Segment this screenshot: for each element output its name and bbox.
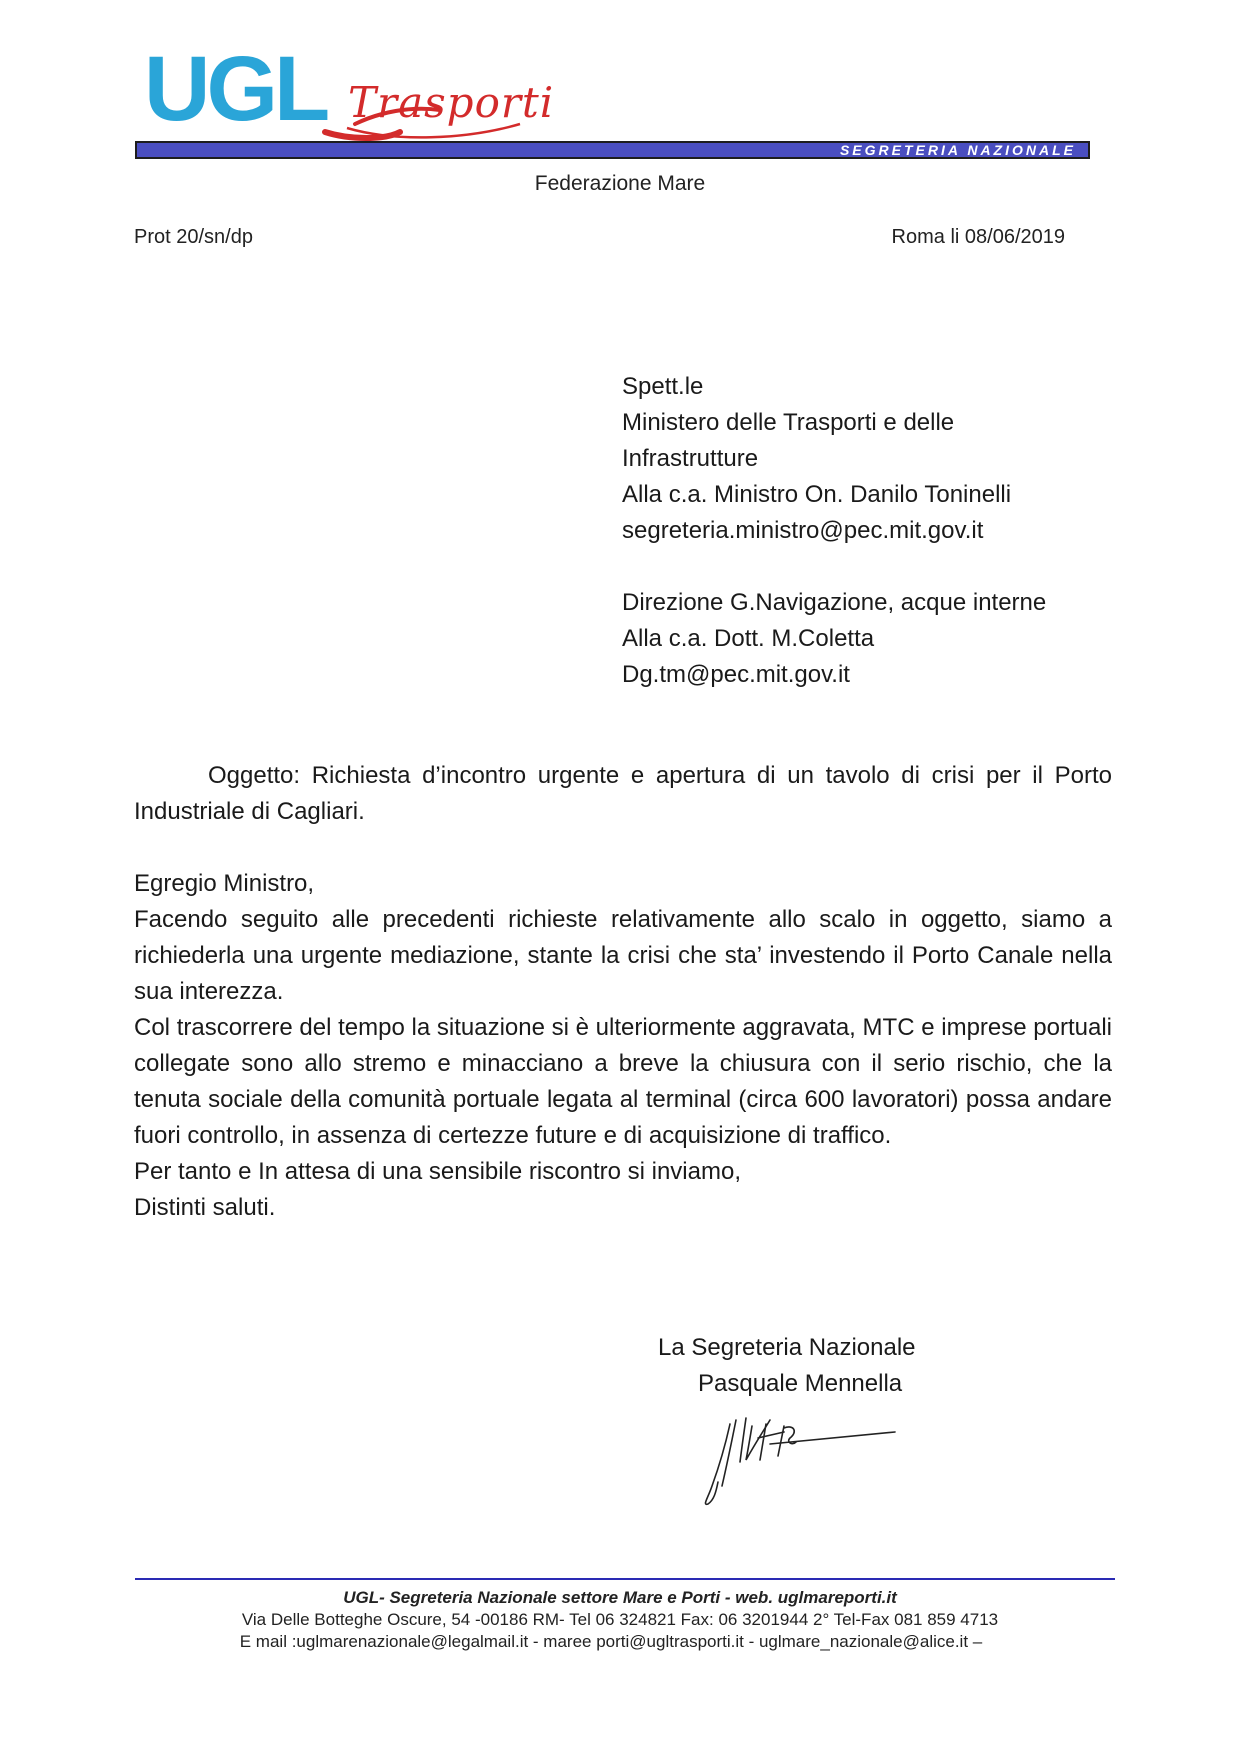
recipient-line: Spett.le — [622, 373, 704, 400]
footer-organization: UGL- Segreteria Nazionale settore Mare e Porti - web. uglmareporti.it — [343, 1588, 897, 1607]
federation-name: Federazione Mare — [534, 172, 706, 195]
logo-underline-icon — [345, 120, 525, 142]
header-band-label: SEGRETERIA NAZIONALE — [839, 142, 1076, 158]
letter-subject: Oggetto: Richiesta d’incontro urgente e apertura di un tavolo di crisi per il Porto Industriale di Cagliari. — [134, 762, 1112, 825]
logo-trasporti-text: Trasporti — [348, 78, 555, 127]
recipient-line: Alla c.a. Ministro On. Danilo Toninelli — [622, 481, 1012, 508]
recipient-line: Alla c.a. Dott. M.Coletta — [622, 625, 875, 652]
recipient-block — [622, 369, 1182, 693]
letter-body — [134, 866, 1112, 1226]
header-band — [135, 141, 1090, 159]
protocol-number: Prot 20/sn/dp — [134, 226, 253, 248]
footer-rule — [135, 1578, 1115, 1580]
recipient-line: Infrastrutture — [622, 445, 759, 472]
place-date: Roma li 08/06/2019 — [891, 226, 1065, 248]
salutation: Egregio Ministro, — [134, 870, 315, 897]
footer-emails: E mail :uglmarenazionale@legalmail.it - maree porti@ugltrasporti.it - uglmare_nazionale@alice.it – — [239, 1632, 983, 1651]
footer — [0, 1587, 1240, 1653]
recipient-email: segreteria.ministro@pec.mit.gov.it — [622, 517, 984, 544]
logo-ugl-text: UGL — [144, 38, 327, 140]
body-paragraph: Col trascorrere del tempo la situazione si è ulteriormente aggravata, MTC e imprese portuali collegate sono allo stremo e minacciano a breve la chiusura con il serio rischio, che la tenuta sociale della comunità portuale legata al terminal (circa 600 lavoratori) possa andare fuori controllo, in assenza di certezze future e di acquisizione di traffico. — [134, 1014, 1112, 1149]
recipient-email: Dg.tm@pec.mit.gov.it — [622, 661, 850, 688]
footer-address: Via Delle Botteghe Oscure, 54 -00186 RM- Tel 06 324821 Fax: 06 3201944 2° Tel-Fax 081 859 4713 — [241, 1610, 999, 1629]
closing-line: Per tanto e In attesa di una sensibile riscontro si inviamo, — [134, 1158, 741, 1185]
body-paragraph: Facendo seguito alle precedenti richieste relativamente allo scalo in oggetto, siamo a richiederla una urgente mediazione, stante la crisi che sta’ investendo il Porto Canale nella sua interezza. — [134, 906, 1112, 1005]
closing-line: Distinti saluti. — [134, 1194, 276, 1221]
signature-block — [658, 1330, 916, 1402]
recipient-line: Ministero delle Trasporti e delle — [622, 409, 955, 436]
signatory-office: La Segreteria Nazionale — [658, 1334, 916, 1361]
signatory-name: Pasquale Mennella — [698, 1370, 903, 1397]
handwritten-signature — [700, 1402, 900, 1512]
recipient-line: Direzione G.Navigazione, acque interne — [622, 589, 1047, 616]
